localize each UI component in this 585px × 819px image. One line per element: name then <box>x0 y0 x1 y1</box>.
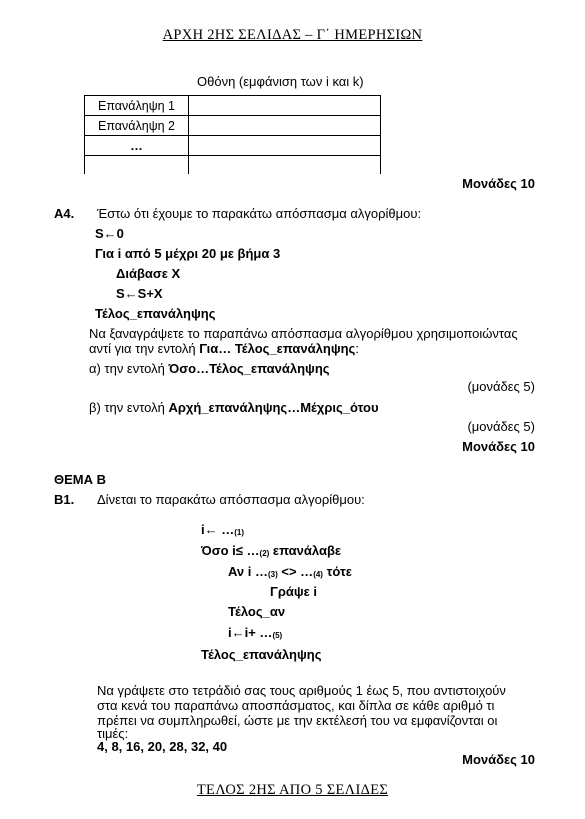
a4-code-line-3: Διάβασε Χ <box>116 266 181 281</box>
screen-table-caption: Οθόνη (εμφάνιση των i και k) <box>197 74 364 89</box>
a4-subquestion-b-marks: (μονάδες 5) <box>467 419 535 434</box>
a4-task-line-2 <box>89 341 359 356</box>
b1-code-line-7: Τέλος_επανάληψης <box>201 647 322 662</box>
b1-code-line-6 <box>228 625 282 640</box>
blank-marker-3: (3) <box>267 570 278 579</box>
table-cell-iteration-label <box>85 156 189 175</box>
b1-code-line-3-tail: τότε <box>322 564 352 579</box>
table-cell-iteration-label: Επανάληψη 2 <box>85 116 189 136</box>
marks-a3: Μονάδες 10 <box>462 176 535 191</box>
section-title-thema-b: ΘΕΜΑ Β <box>54 472 106 487</box>
a4-code-line-2: Για i από 5 μέχρι 20 με βήμα 3 <box>95 246 281 261</box>
marks-b1: Μονάδες 10 <box>462 752 535 767</box>
b1-code-line-2 <box>201 543 341 558</box>
b1-code-line-4: Γράψε i <box>270 584 318 599</box>
question-number-a4: Α4. <box>54 206 75 221</box>
a4-subquestion-b-text: β) την εντολή <box>89 400 169 415</box>
a4-task-line-1: Να ξαναγράψετε το παραπάνω απόσπασμα αλγορίθμου χρησιμοποιώντας <box>89 326 518 341</box>
a4-code-line-4: S←S+X <box>116 286 163 301</box>
b1-task-line-2: στα κενά του παραπάνω αποσπάσματος, και δίπλα σε κάθε αριθμό τι <box>97 698 495 713</box>
b1-code-line-3 <box>228 564 352 579</box>
marks-a4: Μονάδες 10 <box>462 439 535 454</box>
b1-code-line-5: Τέλος_αν <box>228 604 286 619</box>
a4-code-line-1: S←0 <box>95 226 124 241</box>
a4-subquestion-a-command: Όσο…Τέλος_επανάληψης <box>168 361 330 376</box>
b1-intro: Δίνεται το παρακάτω απόσπασμα αλγορίθμου: <box>97 492 365 507</box>
a4-task-line-2-text: αντί για την εντολή <box>89 341 200 356</box>
b1-code-line-2-text: Όσο i≤ … <box>201 543 260 558</box>
b1-code-line-1 <box>201 522 244 537</box>
table-row <box>85 156 381 175</box>
blank-marker-5: (5) <box>272 631 283 640</box>
b1-code-line-6-text: i←i+ … <box>228 625 273 640</box>
a4-subquestion-a-text: α) την εντολή <box>89 361 169 376</box>
table-cell-output <box>189 156 381 175</box>
b1-code-line-3-text: Αν i … <box>228 564 268 579</box>
a4-subquestion-b-command: Αρχή_επανάληψης…Μέχρις_ότου <box>168 400 379 415</box>
table-cell-output <box>189 136 381 156</box>
a4-task-command: Για… Τέλος_επανάληψης <box>199 341 356 356</box>
b1-values: 4, 8, 16, 20, 28, 32, 40 <box>97 739 228 754</box>
question-number-b1: Β1. <box>54 492 75 507</box>
table-row <box>85 116 381 136</box>
b1-task-line-3: πρέπει να συμπληρωθεί, ώστε με την εκτέλεσή του να εμφανίζονται οι <box>97 713 498 728</box>
blank-marker-1: (1) <box>234 528 245 537</box>
table-row <box>85 136 381 156</box>
page-header: ΑΡΧΗ 2ΗΣ ΣΕΛΙΔΑΣ – Γ΄ ΗΜΕΡΗΣΙΩΝ <box>162 27 423 43</box>
a4-task-colon: : <box>355 341 359 356</box>
table-cell-output <box>189 116 381 136</box>
b1-task-line-1: Να γράψετε στο τετράδιό σας τους αριθμούς 1 έως 5, που αντιστοιχούν <box>97 683 506 698</box>
screen-output-table <box>84 95 381 174</box>
a4-intro: Έστω ότι έχουμε το παρακάτω απόσπασμα αλγορίθμου: <box>97 206 422 221</box>
table-cell-iteration-label: … <box>85 136 189 156</box>
blank-marker-2: (2) <box>259 549 270 558</box>
b1-code-line-2-tail: επανάλαβε <box>269 543 342 558</box>
a4-subquestion-a-marks: (μονάδες 5) <box>467 379 535 394</box>
b1-task-line-4: τιμές: <box>97 726 129 741</box>
page-footer: ΤΕΛΟΣ 2ΗΣ ΑΠΟ 5 ΣΕΛΙΔΕΣ <box>196 782 389 798</box>
a4-subquestion-a <box>89 361 330 376</box>
b1-code-line-3-mid: <> … <box>277 564 314 579</box>
blank-marker-4: (4) <box>313 570 323 579</box>
a4-code-line-5: Τέλος_επανάληψης <box>95 306 216 321</box>
b1-code-line-1-text: i← … <box>201 522 235 537</box>
table-cell-iteration-label: Επανάληψη 1 <box>85 96 189 116</box>
table-row <box>85 96 381 116</box>
a4-subquestion-b <box>89 400 379 415</box>
table-cell-output <box>189 96 381 116</box>
